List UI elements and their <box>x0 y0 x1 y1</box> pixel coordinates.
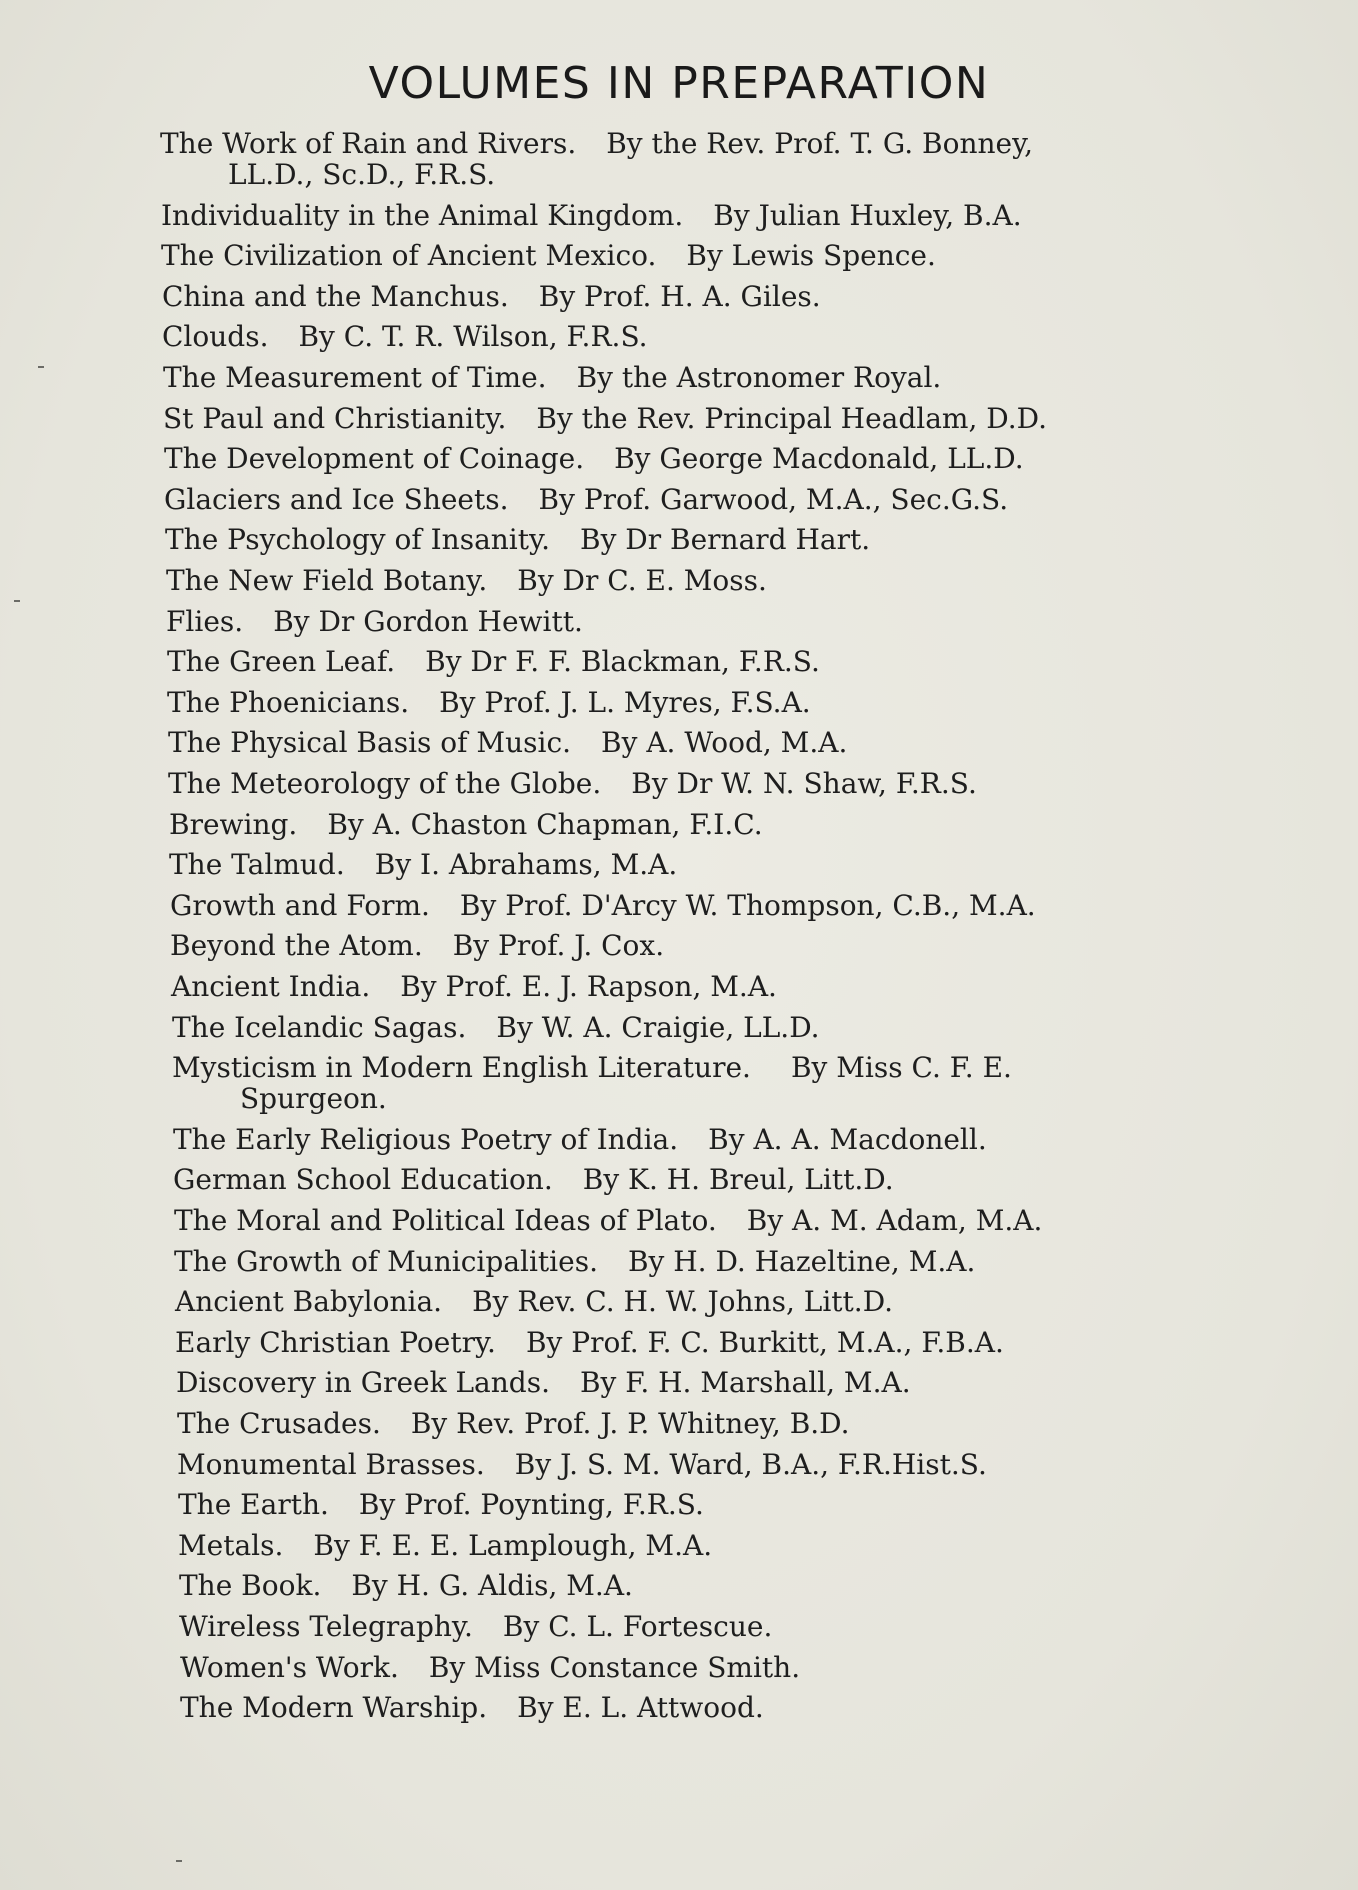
list-item <box>179 1570 633 1601</box>
volume-author: By Prof. J. L. Myres, F.S.A. <box>439 685 811 719</box>
list-item <box>161 240 936 271</box>
list-item <box>178 1530 712 1561</box>
volume-author: By Dr C. E. Moss. <box>517 564 767 597</box>
volume-author: By Dr W. N. Shaw, F.R.S. <box>631 767 977 800</box>
volume-title: Brewing. <box>169 807 298 841</box>
volume-author: By A. Wood, M.A. <box>601 726 848 760</box>
volume-title: The Green Leaf. <box>167 645 396 679</box>
volume-author: By Dr Gordon Hewitt. <box>273 604 583 638</box>
volume-author: By the Rev. Principal Headlam, D.D. <box>536 401 1047 435</box>
volume-title: Wireless Telegraphy. <box>179 1610 473 1643</box>
volume-title: The Physical Basis of Music. <box>168 726 572 760</box>
volume-title: The Measurement of Time. <box>163 361 547 394</box>
volume-author: By H. D. Hazeltine, M.A. <box>627 1244 976 1278</box>
volume-author: By J. S. M. Ward, B.A., F.R.Hist.S. <box>514 1447 987 1481</box>
list-item <box>166 606 583 637</box>
volume-author: By Prof. F. C. Burkitt, M.A., F.B.A. <box>525 1325 1004 1359</box>
volume-title: The Crusades. <box>177 1407 381 1440</box>
volume-author: By Miss Constance Smith. <box>428 1650 801 1684</box>
volume-title: Ancient Babylonia. <box>175 1285 443 1319</box>
volume-author: By I. Abrahams, M.A. <box>374 848 678 882</box>
volume-author: By Lewis Spence. <box>686 239 936 273</box>
list-item <box>170 890 1036 921</box>
volume-author: By Prof. Poynting, F.R.S. <box>358 1488 704 1522</box>
volume-title: Metals. <box>178 1528 284 1562</box>
list-item <box>169 849 677 880</box>
volume-author: By F. E. E. Lamplough, M.A. <box>313 1528 713 1562</box>
list-item <box>180 1692 764 1723</box>
page-speck <box>176 1860 182 1862</box>
volume-title: The Civilization of Ancient Mexico. <box>161 239 657 273</box>
volume-title: Beyond the Atom. <box>170 929 423 963</box>
list-item <box>174 1246 975 1277</box>
list-item <box>164 443 1024 474</box>
volume-author: By E. L. Attwood. <box>517 1691 764 1725</box>
volume-title: St Paul and Christianity. <box>163 401 507 435</box>
volume-title: The Earth. <box>178 1488 329 1522</box>
volume-title: Discovery in Greek Lands. <box>176 1366 550 1400</box>
volume-author: By Miss C. F. E. <box>790 1051 1012 1085</box>
list-item <box>180 1652 800 1683</box>
volume-author-continued: Spurgeon. <box>240 1082 387 1116</box>
volume-title: The Psychology of Insanity. <box>165 523 550 557</box>
volume-title: Monumental Brasses. <box>177 1447 485 1481</box>
volume-author: By Prof. H. A. Giles. <box>538 279 821 313</box>
list-item <box>162 321 648 352</box>
volume-title: Ancient India. <box>171 970 371 1003</box>
volume-author: By the Astronomer Royal. <box>576 361 942 394</box>
volume-title: The Moral and Political Ideas of Plato. <box>174 1204 717 1237</box>
volume-author: By the Rev. Prof. T. G. Bonney, <box>606 127 1034 160</box>
list-item <box>170 930 664 961</box>
volume-title: Glaciers and Ice Sheets. <box>164 482 509 516</box>
list-item <box>165 524 870 555</box>
list-item <box>171 971 777 1002</box>
page-speck <box>14 600 20 602</box>
volume-title: The Early Religious Poetry of India. <box>173 1122 679 1156</box>
volume-title: The Development of Coinage. <box>164 442 585 476</box>
list-item <box>173 1124 987 1155</box>
list-item <box>178 1489 704 1520</box>
volume-author: By Prof. J. Cox. <box>452 929 665 963</box>
list-item <box>179 1611 772 1642</box>
volume-title: The Growth of Municipalities. <box>174 1244 598 1278</box>
list-item <box>163 403 1047 434</box>
volume-author: By Prof. D'Arcy W. Thompson, C.B., M.A. <box>459 888 1036 922</box>
list-item <box>166 565 767 596</box>
volume-author: By H. G. Aldis, M.A. <box>351 1569 633 1603</box>
volume-title: China and the Manchus. <box>162 279 509 313</box>
volume-author: By Dr F. F. Blackman, F.R.S. <box>425 645 820 679</box>
volume-author: By Prof. Garwood, M.A., Sec.G.S. <box>538 482 1009 516</box>
volume-title: The Work of Rain and Rivers. <box>160 127 577 160</box>
list-item <box>160 128 1033 190</box>
volume-author: By W. A. Craigie, LL.D. <box>496 1010 820 1044</box>
list-item <box>167 646 820 677</box>
volume-title: Flies. <box>166 604 244 638</box>
volume-author: By C. T. R. Wilson, F.R.S. <box>298 320 648 354</box>
volume-author: By Rev. C. H. W. Johns, Litt.D. <box>472 1285 894 1319</box>
volume-title: The Talmud. <box>169 848 345 882</box>
volume-title: Clouds. <box>162 320 269 354</box>
volume-author: By Julian Huxley, B.A. <box>713 198 1022 232</box>
volume-title: The Book. <box>179 1569 322 1603</box>
volume-author: By Dr Bernard Hart. <box>580 523 871 557</box>
list-item <box>162 281 821 312</box>
list-item <box>169 809 763 840</box>
volume-author: By A. A. Macdonell. <box>708 1122 987 1156</box>
volume-title: The Meteorology of the Globe. <box>168 767 602 800</box>
list-item <box>174 1205 1042 1236</box>
list-item <box>176 1367 911 1398</box>
page-speck <box>38 366 44 368</box>
volume-author: By George Macdonald, LL.D. <box>614 442 1024 476</box>
volume-author-continued: LL.D., Sc.D., F.R.S. <box>228 158 496 191</box>
list-item <box>163 362 941 393</box>
volume-author: By A. M. Adam, M.A. <box>746 1204 1043 1237</box>
volume-title: Early Christian Poetry. <box>175 1325 496 1359</box>
volume-author: By F. H. Marshall, M.A. <box>579 1366 911 1400</box>
list-item <box>167 687 811 718</box>
list-item <box>177 1449 987 1480</box>
list-item <box>168 727 847 758</box>
volume-author: By K. H. Breul, Litt.D. <box>582 1163 894 1197</box>
volume-title: The Icelandic Sagas. <box>172 1010 467 1044</box>
list-item <box>172 1052 1012 1114</box>
list-item <box>172 1012 820 1043</box>
volume-title: Growth and Form. <box>170 888 430 922</box>
volume-title: German School Education. <box>173 1163 553 1197</box>
volume-title: Individuality in the Animal Kingdom. <box>161 198 684 232</box>
volume-author: By C. L. Fortescue. <box>502 1610 773 1643</box>
volume-title: Mysticism in Modern English Literature. <box>172 1051 751 1085</box>
list-item <box>161 200 1022 231</box>
list-item <box>168 768 977 799</box>
list-item <box>177 1408 850 1439</box>
list-item <box>173 1164 894 1195</box>
volume-title: The Modern Warship. <box>180 1691 488 1725</box>
volume-title: Women's Work. <box>180 1650 399 1684</box>
list-item <box>175 1286 893 1317</box>
volume-author: By Prof. E. J. Rapson, M.A. <box>400 970 777 1003</box>
volume-author: By A. Chaston Chapman, F.I.C. <box>327 807 763 841</box>
page-title: VOLUMES IN PREPARATION <box>368 58 990 109</box>
list-item <box>175 1327 1004 1358</box>
volume-title: The New Field Botany. <box>166 564 488 597</box>
volume-title: The Phoenicians. <box>167 685 410 719</box>
list-item <box>164 484 1008 515</box>
volume-author: By Rev. Prof. J. P. Whitney, B.D. <box>410 1407 850 1440</box>
